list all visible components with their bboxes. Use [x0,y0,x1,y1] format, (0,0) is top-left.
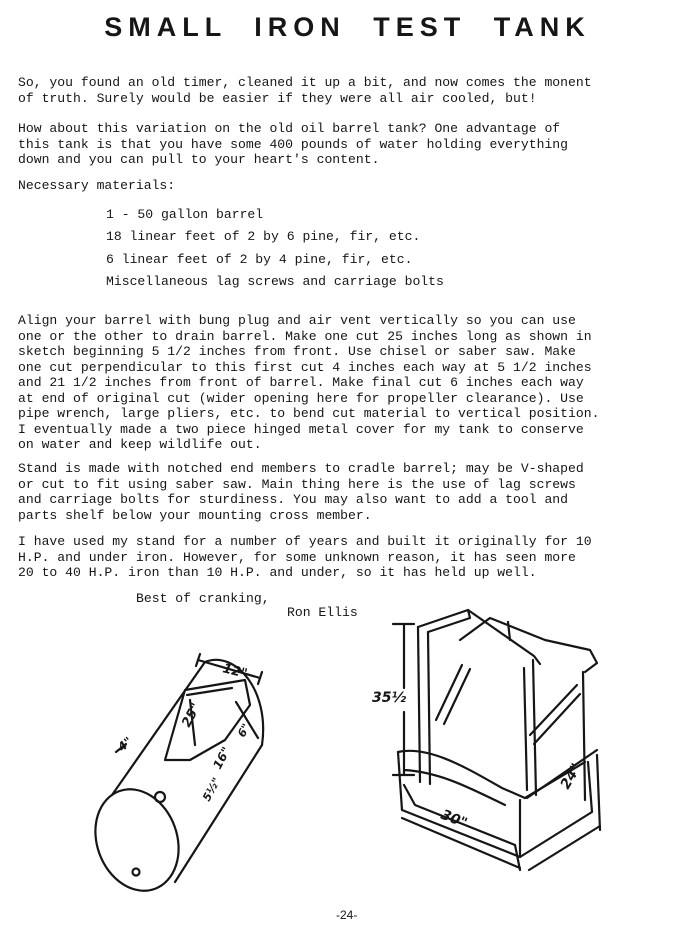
dim-6-label: 6" [235,721,253,740]
page-title: SMALL IRON TEST TANK [104,12,591,42]
list-item: Miscellaneous lag screws and carriage bolts [106,273,444,289]
barrel-instructions-paragraph: Align your barrel with bung plug and air vent vertically so you can use one or the other to drain barrel. Make one cut 25 inches long as shown in sketch beginning 5 1/2 inches from front. Use chisel or saber saw. Make one cut perpendicular to this first cut 4 inches each way at 5 1/2 inches and 21 1/2 inches from front of barrel. Make final cut 6 inches each way at end of original cut (wider opening here for propeller clearance). Use pipe wrench, large pliers, etc. to bend cut material to vertical position. I eventually made a two piece hinged metal cover for my tank to conserve on water and keep wildlife out. [18,313,600,452]
width-label: 30" [438,806,470,832]
experience-paragraph: I have used my stand for a number of years and built it originally for 10 H.P. and under iron. However, for some unknown reason, it has seen more 20 to 40 H.P. iron than 10 H.P. and under, so it has held up well. [18,534,592,580]
barrel-cut-line [187,688,232,695]
list-item: 18 linear feet of 2 by 6 pine, fir, etc. [106,229,421,245]
materials-heading: Necessary materials: [18,178,176,193]
advantage-paragraph: How about this variation on the old oil barrel tank? One advantage of this tank is that you have some 400 pounds of water holding everything down and you can pull to your heart's content. [18,121,569,167]
front-post-left-outer [418,627,420,782]
dim-16-label: 16" [210,744,234,772]
back-post [583,672,585,800]
back-top-rail [460,618,597,672]
dim-5half-label: 5½" [200,775,224,804]
base-front-top [398,751,525,798]
dim-12-label: 12" [221,661,249,682]
page-number: -24- [336,908,358,922]
front-top-beam [468,610,540,664]
dim-4-label: 4" [114,734,136,755]
right-brace [530,685,577,735]
front-top-rail [418,610,470,632]
materials-list [106,205,444,294]
barrel-top-edge [112,662,205,795]
left-brace [436,665,462,720]
depth-label: 24" [557,760,585,792]
intro-paragraph: So, you found an old timer, cleaned it up a bit, and now comes the monent of truth. Surely would be easier if they were all air cooled, but! [18,75,592,106]
dim-line-16 [236,702,258,738]
list-item: 1 - 50 gallon barrel [106,207,264,222]
height-label: 35½ [372,690,406,706]
barrel-cut-inner [190,700,195,745]
barrel-bottom-edge [175,745,262,882]
width-dim-line [404,785,515,845]
front-post-right-inner [524,668,527,790]
barrel-cut-opening [165,680,250,760]
base-outline [398,752,592,857]
air-vent [133,869,140,876]
dim-line-4 [116,744,126,752]
stand-paragraph: Stand is made with notched end members to cradle barrel; may be V-shaped or cut to fit using saber saw. Main thing here is the use of lag screws and carriage bolts for sturdiness. You may also want to add a tool and parts shelf below your mounting cross member. [18,461,584,523]
dim-25-label: 25" [179,700,205,730]
front-post-right-outer [533,660,536,795]
bung-plug [155,792,165,802]
list-item: 6 linear feet of 2 by 4 pine, fir, etc. [106,251,413,267]
barrel-end-outline [82,777,193,902]
dim-line-12 [198,660,260,678]
closing-line: Best of cranking, [136,591,270,606]
depth-dim-line [529,826,600,870]
author-signature: Ron Ellis [287,605,358,620]
barrel-far-end [205,660,263,745]
front-post-left-inner [428,632,430,784]
